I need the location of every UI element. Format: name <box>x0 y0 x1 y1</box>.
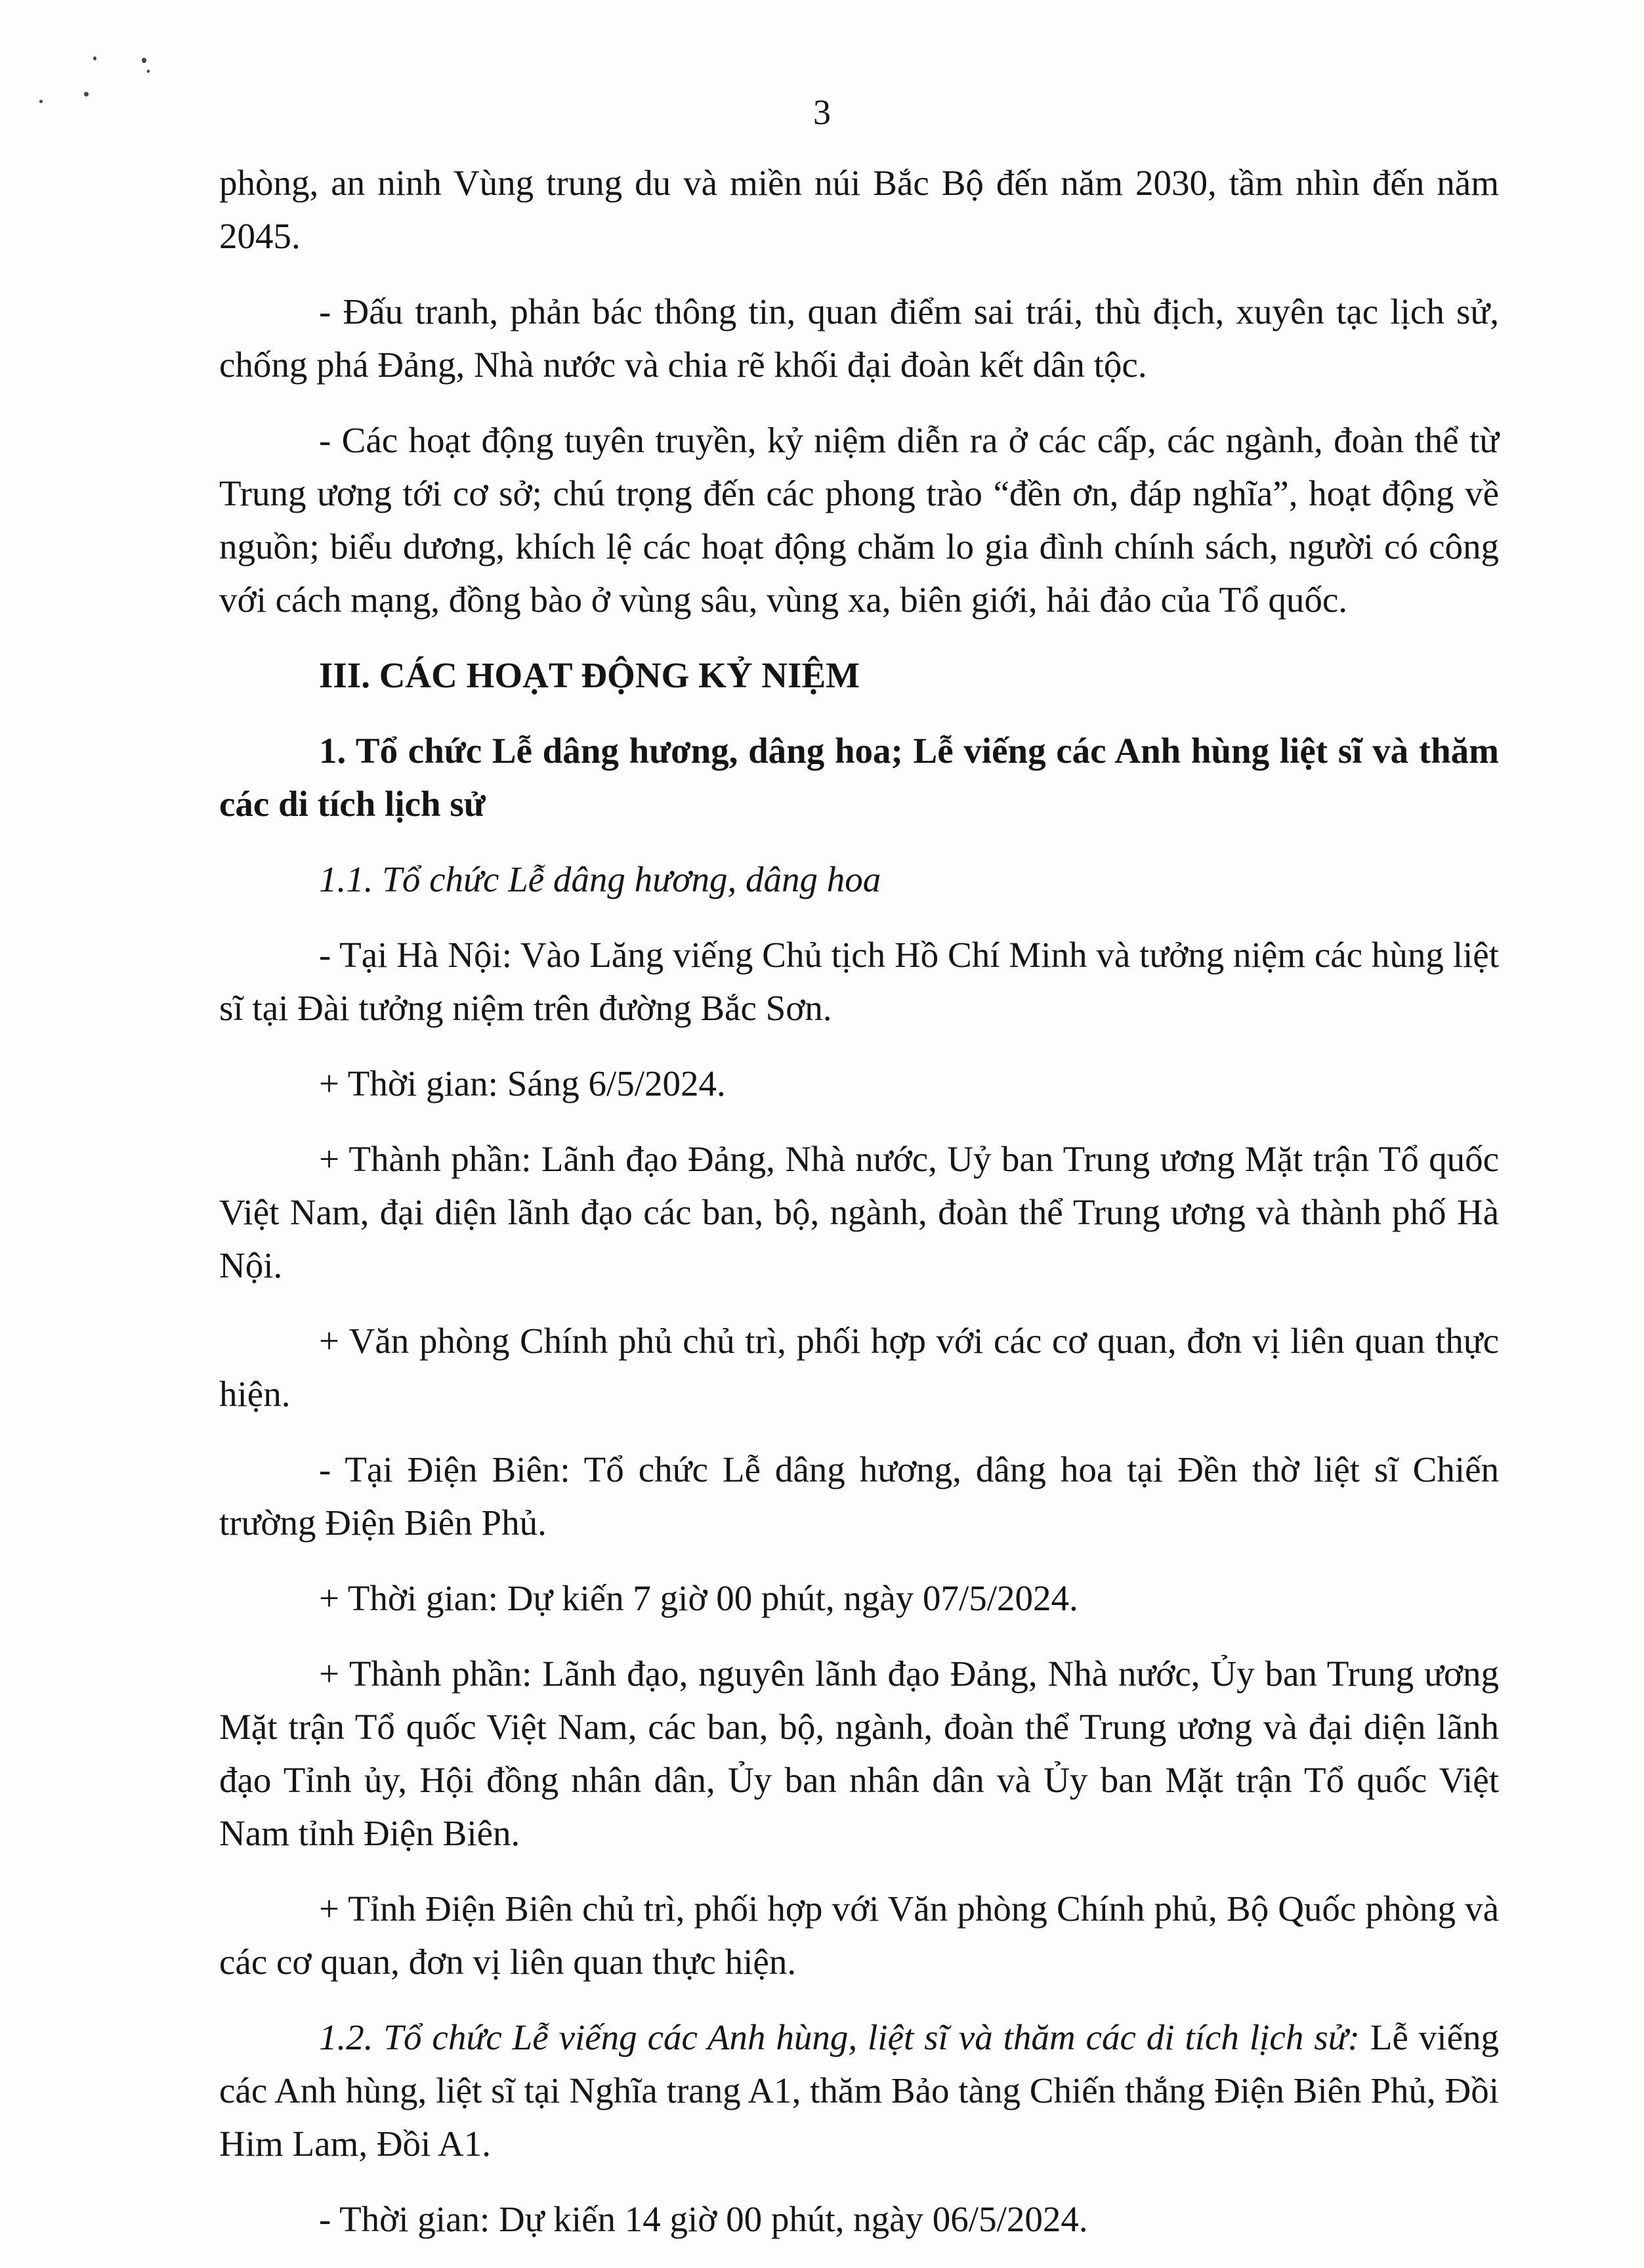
paragraph-bullet: - Tại Hà Nội: Vào Lăng viếng Chủ tịch Hồ Chí Minh và tưởng niệm các hùng liệt sĩ tại Đài tưởng niệm trên đường Bắc Sơn. <box>219 935 1499 1028</box>
paragraph-bullet: - Tại Điện Biên: Tổ chức Lễ dâng hương, dâng hoa tại Đền thờ liệt sĩ Chiến trường Điện Biên Phủ. <box>219 1449 1499 1543</box>
paragraph-item: + Thời gian: Sáng 6/5/2024. <box>319 1063 726 1103</box>
subsection-heading: 1. Tổ chức Lễ dâng hương, dâng hoa; Lễ viếng các Anh hùng liệt sĩ và thăm các di tích lịch sử <box>219 731 1499 824</box>
subsubsection-heading: 1.1. Tổ chức Lễ dâng hương, dâng hoa <box>319 859 881 899</box>
paragraph-item: + Thành phần: Lãnh đạo Đảng, Nhà nước, Uỷ ban Trung ương Mặt trận Tổ quốc Việt Nam, đại diện lãnh đạo các ban, bộ, ngành, đoàn thể Trung ương và thành phố Hà Nội. <box>219 1139 1499 1285</box>
paragraph-item: + Thành phần: Lãnh đạo, nguyên lãnh đạo Đảng, Nhà nước, Ủy ban Trung ương Mặt trận Tổ quốc Việt Nam, các ban, bộ, ngành, đoàn thể Trung ương và đại diện lãnh đạo Tỉnh ủy, Hội đồng nhân dân, Ủy ban nhân dân và Ủy ban Mặt trận Tổ quốc Việt Nam tỉnh Điện Biên. <box>219 1654 1499 1853</box>
section-heading: III. CÁC HOẠT ĐỘNG KỶ NIỆM <box>319 655 860 695</box>
scan-speck <box>93 56 96 60</box>
scan-speck <box>147 70 150 73</box>
paragraph-bullet: - Các hoạt động tuyên truyền, kỷ niệm diễn ra ở các cấp, các ngành, đoàn thể từ Trung ương tới cơ sở; chú trọng đến các phong trào “đền ơn, đáp nghĩa”, hoạt động về nguồn; biểu dương, khích lệ các hoạt động chăm lo gia đình chính sách, người có công với cách mạng, đồng bào ở vùng sâu, vùng xa, biên giới, hải đảo của Tổ quốc. <box>219 420 1499 620</box>
inline-italic-heading: 1.2. Tổ chức Lễ viếng các Anh hùng, liệt sĩ và thăm các di tích lịch sử: <box>319 2017 1360 2057</box>
paragraph-bullet: - Đấu tranh, phản bác thông tin, quan điểm sai trái, thù địch, xuyên tạc lịch sử, chống phá Đảng, Nhà nước và chia rẽ khối đại đoàn kết dân tộc. <box>219 291 1499 385</box>
scan-speck <box>142 58 146 63</box>
paragraph-bullet: - Thời gian: Dự kiến 14 giờ 00 phút, ngày 06/5/2024. <box>319 2199 1088 2239</box>
paragraph-item: + Văn phòng Chính phủ chủ trì, phối hợp với các cơ quan, đơn vị liên quan thực hiện. <box>219 1321 1499 1414</box>
paragraph-continuation: phòng, an ninh Vùng trung du và miền núi Bắc Bộ đến năm 2030, tầm nhìn đến năm 2045. <box>219 163 1499 256</box>
page-number: 3 <box>813 93 831 132</box>
paragraph-item: + Tỉnh Điện Biên chủ trì, phối hợp với Văn phòng Chính phủ, Bộ Quốc phòng và các cơ quan, đơn vị liên quan thực hiện. <box>219 1889 1499 1982</box>
document-body <box>219 156 1499 2268</box>
paragraph-item: + Thời gian: Dự kiến 7 giờ 00 phút, ngày 07/5/2024. <box>319 1578 1078 1618</box>
paragraph-mixed <box>219 2011 1499 2170</box>
paragraph-text: Lễ viếng các Anh hùng, liệt sĩ tại Nghĩa trang A1, thăm Bảo tàng Chiến thắng Điện Biên Phủ, Đồi Him Lam, Đồi A1. <box>219 2017 1500 2164</box>
